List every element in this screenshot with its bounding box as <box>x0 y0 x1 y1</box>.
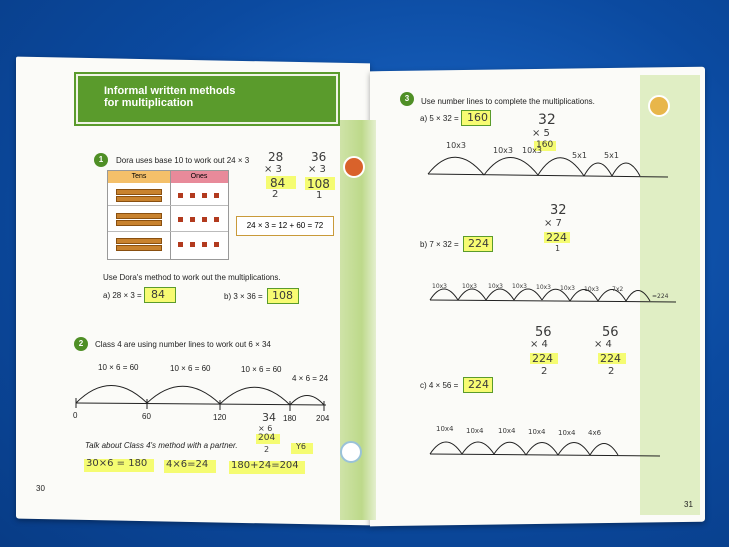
banner-title-line1: Informal written methods <box>104 85 236 97</box>
q3b-number-line <box>430 289 676 302</box>
q3a-work-result: 160 <box>536 140 554 150</box>
discuss-icon <box>340 441 362 463</box>
tick-label-180: 180 <box>283 414 297 423</box>
jump-label-1: 10 × 6 = 60 <box>98 363 139 372</box>
jump-label-2: 10 × 6 = 60 <box>170 364 211 373</box>
q3a-jump-5: 5x1 <box>604 151 619 160</box>
talk-prompt: Talk about Class 4's method with a partner. <box>85 441 238 450</box>
answer-box-3a[interactable] <box>461 110 491 126</box>
question-3b-label: b) 7 × 32 = <box>420 240 459 249</box>
q3b-jump-6: 10x3 <box>560 285 576 292</box>
dora-equation-box: 24 × 3 = 12 + 60 = 72 <box>236 216 334 236</box>
ones-header: Ones <box>170 171 228 183</box>
q3c-jump-6: 4x6 <box>588 429 602 437</box>
q3a-jump-1: 10x3 <box>446 141 467 150</box>
work-a-result: 84 <box>270 176 286 190</box>
q3a-jump-3: 10x3 <box>522 146 543 155</box>
q2-work-result: 204 <box>258 433 276 443</box>
q3a-work-mid: × 5 <box>532 128 550 139</box>
q2-work-mid: × 6 <box>258 424 273 433</box>
pencil-icon <box>648 95 670 117</box>
tick-label-0: 0 <box>73 411 78 420</box>
question-1-badge: 1 <box>94 153 108 167</box>
q3c-work2-top: 56 <box>602 325 619 340</box>
question-1-text: Dora uses base 10 to work out 24 × 3 <box>116 156 250 165</box>
q3b-jump-3: 10x3 <box>488 283 504 290</box>
q3b-work-result: 224 <box>546 231 567 244</box>
q2-number-line <box>76 386 326 412</box>
page-number-right: 31 <box>684 500 693 509</box>
handwritten-step-1: 30×6 = 180 <box>86 458 148 469</box>
q3c-jump-1: 10x4 <box>436 425 454 433</box>
handwritten-step-2: 4×6=24 <box>166 459 209 470</box>
work-b-result: 108 <box>307 177 330 191</box>
question-1b-label: b) 3 × 36 = <box>224 292 263 301</box>
q3c-work2-carry: 2 <box>608 366 615 377</box>
q3a-jump-4: 5x1 <box>572 151 587 160</box>
q3b-work-carry: 1 <box>555 244 561 253</box>
q3c-work1-carry: 2 <box>541 366 548 377</box>
work-b-carry: 1 <box>316 190 323 201</box>
work-b-top: 36 <box>311 150 327 164</box>
question-3-badge: 3 <box>400 92 414 106</box>
q3c-work1-top: 56 <box>535 325 552 340</box>
answer-3c: 224 <box>468 378 489 391</box>
question-3c-label: c) 4 × 56 = <box>420 381 459 390</box>
question-1a-label: a) 28 × 3 = <box>103 291 142 300</box>
jump-label-3: 10 × 6 = 60 <box>241 365 282 374</box>
answer-3b: 224 <box>468 237 489 250</box>
question-1-instruction: Use Dora's method to work out the multiplications. <box>103 273 281 282</box>
q3b-end-label: =224 <box>652 293 669 300</box>
q3b-jump-5: 10x3 <box>536 284 552 291</box>
banner-title-line2: for multiplication <box>104 97 194 109</box>
q2-work-top: 34 <box>262 411 276 424</box>
q3c-work1-result: 224 <box>532 352 553 365</box>
q3c-jump-2: 10x4 <box>466 427 484 435</box>
q3b-jump-2: 10x3 <box>462 283 478 290</box>
answer-box-3b[interactable] <box>463 236 493 252</box>
q3a-work-top: 32 <box>538 112 556 128</box>
handwritten-step-3: 180+24=204 <box>231 460 299 471</box>
work-a-mid: × 3 <box>264 164 282 175</box>
q3b-jump-8: 7x2 <box>612 286 624 293</box>
q3c-number-line <box>430 442 660 456</box>
sticker-icon <box>343 156 365 178</box>
q3b-work-top: 32 <box>550 203 567 218</box>
q2-work-carry: 2 <box>264 445 270 454</box>
q3b-work-mid: × 7 <box>544 218 562 229</box>
tick-label-204: 204 <box>316 414 330 423</box>
q3b-jump-1: 10x3 <box>432 283 448 290</box>
q3b-jump-4: 10x3 <box>512 283 528 290</box>
q3a-number-line <box>428 157 668 177</box>
tick-label-60: 60 <box>142 412 151 421</box>
question-2-text: Class 4 are using number lines to work out 6 × 34 <box>95 340 271 349</box>
tens-header: Tens <box>108 171 170 183</box>
jump-label-4: 4 × 6 = 24 <box>292 374 329 383</box>
q3c-jump-4: 10x4 <box>528 428 546 436</box>
answer-box-3c[interactable] <box>463 377 493 393</box>
q3c-jump-3: 10x4 <box>498 427 516 435</box>
q2-note: Y6 <box>296 442 306 451</box>
q3b-jump-7: 10x3 <box>584 286 600 293</box>
page-number-left: 30 <box>36 484 45 493</box>
q3c-work2-result: 224 <box>600 352 621 365</box>
question-3-text: Use number lines to complete the multiplications. <box>421 97 595 106</box>
work-a-top: 28 <box>268 150 284 164</box>
tick-label-120: 120 <box>213 413 227 422</box>
question-2-badge: 2 <box>74 337 88 351</box>
q3c-work1-mid: × 4 <box>530 339 548 350</box>
answer-1b: 108 <box>272 289 293 302</box>
work-a-carry: 2 <box>272 189 279 200</box>
question-3a-label: a) 5 × 32 = <box>420 114 459 123</box>
q3a-jump-2: 10x3 <box>493 146 514 155</box>
q3c-jump-5: 10x4 <box>558 429 576 437</box>
answer-1a: 84 <box>151 288 165 301</box>
answer-3a: 160 <box>467 111 488 124</box>
work-b-mid: × 3 <box>308 164 326 175</box>
q3c-work2-mid: × 4 <box>594 339 612 350</box>
